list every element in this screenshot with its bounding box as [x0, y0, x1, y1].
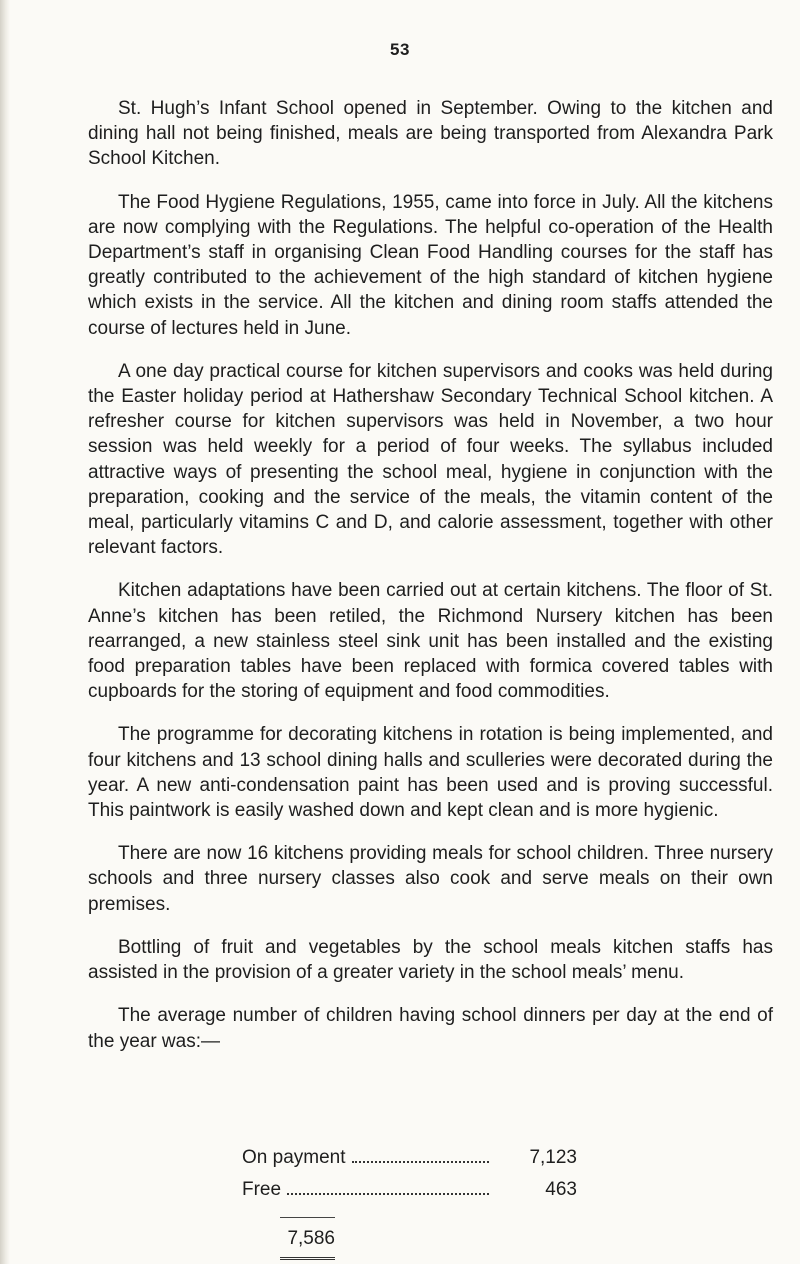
paragraph-decorating-programme: The programme for decorating kitchens in rotation is being implemented, and four kitchens and 13 school dining halls and sculleries were decorated during the year. A new anti-condensation paint has been used and is proving successful. This paintwork is easily washed down and kept clean and is more hygienic.	[88, 724, 773, 822]
paragraph-st-hughs: St. Hugh’s Infant School opened in September. Owing to the kitchen and dining hall not being finished, meals are being transported from Alexandra Park School Kitchen.	[88, 98, 773, 170]
total-double-rule	[280, 1257, 335, 1260]
dinners-total: 7,586	[287, 1228, 335, 1249]
sum-rule	[280, 1217, 335, 1218]
row-label: On payment	[242, 1147, 346, 1168]
paragraph-practical-course: A one day practical course for kitchen supervisors and cooks was held during the Easter holiday period at Hathershaw Secondary Technical School kitchen. A refresher course for kitchen supervisors was held in November, a two hour session was held weekly for a period of four weeks. The syllabus included attractive ways of presenting the school meal, hygiene in conjunction with the preparation, cooking and the service of the meals, the vitamin content of the meal, particularly vitamins C and D, and calorie assessment, together with other relevant factors.	[88, 360, 773, 559]
row-value: 7,123	[529, 1147, 577, 1168]
paragraph-average-dinners: The average number of children having school dinners per day at the end of the year was:—	[88, 1005, 773, 1052]
row-label: Free	[242, 1179, 282, 1200]
row-value: 463	[545, 1179, 577, 1200]
report-body	[88, 96, 773, 1072]
paragraph-bottling: Bottling of fruit and vegetables by the school meals kitchen staffs has assisted in the provision of a greater variety in the school meals’ menu.	[88, 936, 773, 984]
paragraph-kitchen-adaptations: Kitchen adaptations have been carried out at certain kitchens. The floor of St. Anne’s kitchen has been retiled, the Richmond Nursery kitchen has been rearranged, a new stainless steel sink unit has been installed and the existing food preparation tables have been replaced with formica covered tables with cupboards for the storing of equipment and food commodities.	[88, 580, 773, 703]
leader-dots	[287, 1193, 489, 1195]
dinners-row-payment	[242, 1147, 577, 1179]
dinners-row-free	[242, 1179, 577, 1211]
page-binding-edge	[0, 0, 10, 1264]
leader-dots	[352, 1161, 490, 1163]
page-number: 53	[390, 40, 410, 59]
dinners-table	[242, 1147, 577, 1211]
paragraph-food-hygiene: The Food Hygiene Regulations, 1955, came into force in July. All the kitchens are now complying with the Regulations. The helpful co-operation of the Health Department’s staff in organising Clean Food Handling courses for the staff has greatly contributed to the achievement of the high standard of kitchen hygiene which exists in the service. All the kitchen and dining room staffs attended the course of lectures held in June.	[88, 191, 773, 339]
paragraph-kitchens-count: There are now 16 kitchens providing meals for school children. Three nursery schools and three nursery classes also cook and serve meals on their own premises.	[88, 843, 773, 915]
